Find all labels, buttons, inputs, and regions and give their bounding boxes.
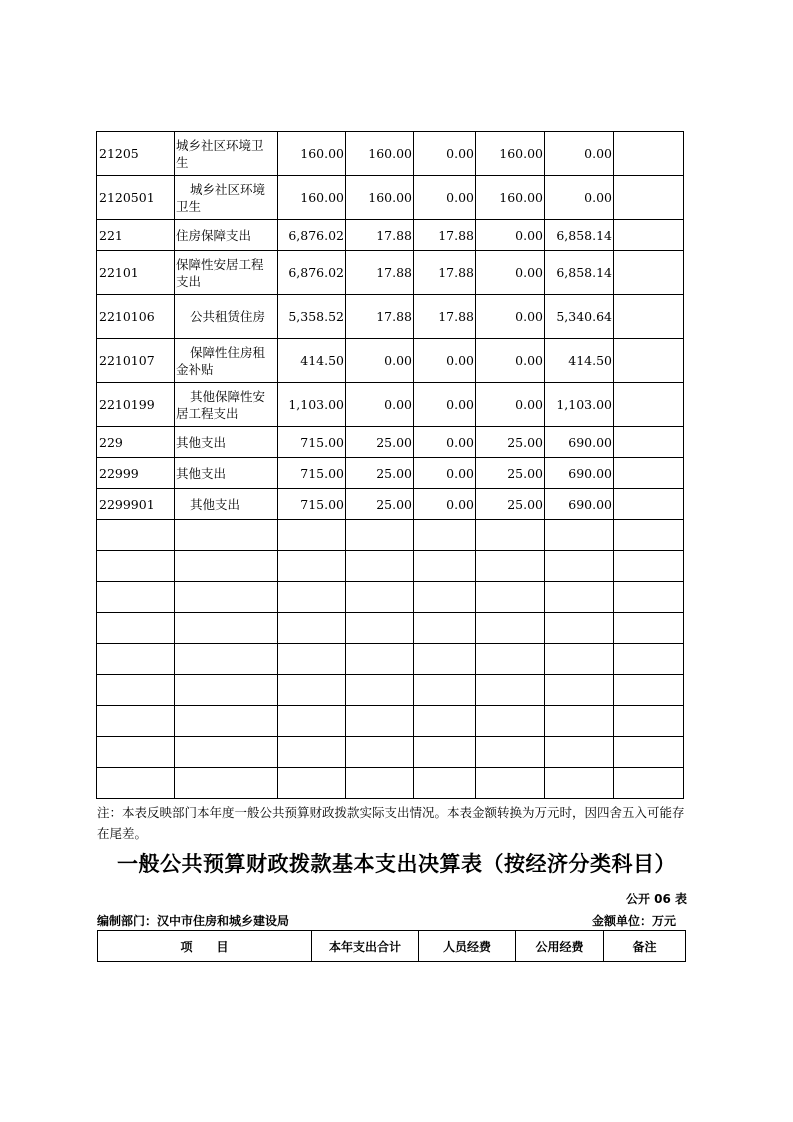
empty-cell — [278, 706, 346, 737]
empty-cell — [545, 737, 614, 768]
empty-row — [97, 768, 684, 799]
empty-cell — [476, 520, 545, 551]
empty-cell — [175, 706, 278, 737]
row-code: 229 — [97, 427, 175, 458]
empty-cell — [175, 551, 278, 582]
empty-row — [97, 520, 684, 551]
empty-cell — [614, 551, 684, 582]
empty-cell — [476, 675, 545, 706]
empty-cell — [97, 613, 175, 644]
empty-cell — [476, 644, 545, 675]
empty-cell — [346, 551, 414, 582]
empty-cell — [278, 768, 346, 799]
row-value: 690.00 — [545, 489, 614, 520]
row-value: 5,340.64 — [545, 295, 614, 339]
row-name-text: 城乡社区环境卫生 — [176, 137, 264, 170]
row-value: 0.00 — [414, 489, 476, 520]
row-name-text: 其他支出 — [176, 465, 227, 481]
empty-cell — [97, 520, 175, 551]
row-value: 715.00 — [278, 458, 346, 489]
row-value: 0.00 — [545, 132, 614, 176]
amount-unit: 金额单位：万元 — [591, 914, 676, 928]
row-value: 160.00 — [278, 176, 346, 220]
empty-cell — [175, 737, 278, 768]
table-row — [97, 383, 684, 427]
row-name-text: 住房保障支出 — [176, 227, 252, 243]
empty-cell — [97, 737, 175, 768]
row-value: 17.88 — [414, 220, 476, 251]
empty-cell — [614, 706, 684, 737]
empty-cell — [97, 551, 175, 582]
empty-cell — [97, 675, 175, 706]
empty-cell — [278, 582, 346, 613]
row-value: 0.00 — [476, 339, 545, 383]
table-row — [97, 427, 684, 458]
empty-row — [97, 644, 684, 675]
row-name — [175, 339, 278, 383]
empty-cell — [414, 520, 476, 551]
row-value: 0.00 — [346, 339, 414, 383]
header-public: 公用经费 — [516, 931, 604, 962]
empty-cell — [278, 737, 346, 768]
empty-cell — [346, 675, 414, 706]
header-remark: 备注 — [604, 931, 686, 962]
row-value: 414.50 — [545, 339, 614, 383]
row-value: 25.00 — [476, 458, 545, 489]
empty-cell — [614, 613, 684, 644]
empty-cell — [476, 582, 545, 613]
empty-cell — [97, 706, 175, 737]
row-value: 414.50 — [278, 339, 346, 383]
expenditure-table — [96, 131, 684, 799]
empty-cell — [414, 768, 476, 799]
table-row — [97, 339, 684, 383]
empty-cell — [414, 706, 476, 737]
row-value — [614, 489, 684, 520]
row-code: 2120501 — [97, 176, 175, 220]
empty-cell — [346, 768, 414, 799]
row-value: 160.00 — [476, 132, 545, 176]
table-number: 公开 06 表 — [625, 892, 687, 906]
row-code: 22101 — [97, 251, 175, 295]
row-value: 0.00 — [476, 251, 545, 295]
row-name — [175, 427, 278, 458]
empty-cell — [175, 613, 278, 644]
table-header-row — [98, 931, 686, 962]
row-code: 221 — [97, 220, 175, 251]
row-value: 160.00 — [476, 176, 545, 220]
empty-cell — [545, 582, 614, 613]
empty-cell — [346, 520, 414, 551]
row-name — [175, 295, 278, 339]
row-code: 2299901 — [97, 489, 175, 520]
row-name-text: 其他支出 — [176, 434, 227, 450]
row-name — [175, 176, 278, 220]
row-value — [614, 251, 684, 295]
row-name-text: 公共租赁住房 — [190, 309, 266, 324]
empty-cell — [545, 644, 614, 675]
empty-cell — [414, 737, 476, 768]
row-code: 22999 — [97, 458, 175, 489]
empty-cell — [414, 675, 476, 706]
empty-cell — [278, 551, 346, 582]
row-value: 0.00 — [414, 132, 476, 176]
empty-cell — [346, 582, 414, 613]
row-value: 0.00 — [476, 220, 545, 251]
header-item: 项 目 — [98, 931, 312, 962]
row-value: 1,103.00 — [545, 383, 614, 427]
empty-cell — [97, 582, 175, 613]
row-value: 715.00 — [278, 427, 346, 458]
empty-cell — [545, 675, 614, 706]
table-row — [97, 132, 684, 176]
empty-cell — [278, 675, 346, 706]
empty-cell — [414, 613, 476, 644]
row-value — [614, 427, 684, 458]
empty-cell — [476, 737, 545, 768]
empty-cell — [346, 737, 414, 768]
compiling-department: 编制部门：汉中市住房和城乡建设局 — [97, 914, 290, 928]
table-note: 注：本表反映部门本年度一般公共预算财政拨款实际支出情况。本表金额转换为万元时，因四舍五入可能存在尾差。 — [97, 805, 685, 841]
empty-cell — [545, 520, 614, 551]
empty-cell — [545, 613, 614, 644]
row-value — [614, 132, 684, 176]
empty-cell — [414, 582, 476, 613]
empty-row — [97, 706, 684, 737]
row-name — [175, 220, 278, 251]
section-title: 一般公共预算财政拨款基本支出决算表（按经济分类科目） — [117, 852, 676, 876]
row-name — [175, 458, 278, 489]
empty-cell — [614, 675, 684, 706]
row-value: 160.00 — [278, 132, 346, 176]
table-row — [97, 251, 684, 295]
row-value: 17.88 — [346, 251, 414, 295]
row-name — [175, 251, 278, 295]
empty-cell — [545, 768, 614, 799]
row-name-text: 其他保障性安居工程支出 — [176, 388, 266, 421]
table-row — [97, 489, 684, 520]
empty-cell — [346, 706, 414, 737]
row-name — [175, 489, 278, 520]
empty-cell — [545, 551, 614, 582]
row-name-text: 保障性安居工程支出 — [176, 256, 264, 289]
row-value: 0.00 — [346, 383, 414, 427]
empty-cell — [414, 644, 476, 675]
empty-cell — [175, 520, 278, 551]
empty-cell — [476, 706, 545, 737]
row-value: 0.00 — [414, 458, 476, 489]
row-value: 5,358.52 — [278, 295, 346, 339]
row-value: 0.00 — [414, 339, 476, 383]
empty-cell — [175, 644, 278, 675]
empty-cell — [476, 613, 545, 644]
empty-cell — [278, 520, 346, 551]
row-value: 0.00 — [545, 176, 614, 220]
table-row — [97, 176, 684, 220]
empty-cell — [278, 644, 346, 675]
empty-cell — [476, 551, 545, 582]
row-value: 6,858.14 — [545, 220, 614, 251]
empty-cell — [614, 520, 684, 551]
row-value: 0.00 — [414, 383, 476, 427]
empty-cell — [614, 644, 684, 675]
empty-row — [97, 582, 684, 613]
row-value: 690.00 — [545, 458, 614, 489]
row-value: 0.00 — [476, 295, 545, 339]
row-value: 25.00 — [346, 458, 414, 489]
empty-cell — [346, 613, 414, 644]
row-name-text: 保障性住房租金补贴 — [176, 344, 266, 377]
row-code: 2210106 — [97, 295, 175, 339]
row-name — [175, 132, 278, 176]
table-row — [97, 458, 684, 489]
table-row — [97, 220, 684, 251]
row-code: 2210199 — [97, 383, 175, 427]
empty-cell — [175, 768, 278, 799]
row-value: 6,876.02 — [278, 220, 346, 251]
row-code: 2210107 — [97, 339, 175, 383]
row-value: 25.00 — [476, 489, 545, 520]
row-code: 21205 — [97, 132, 175, 176]
empty-cell — [97, 644, 175, 675]
row-value: 160.00 — [346, 176, 414, 220]
row-value: 25.00 — [476, 427, 545, 458]
empty-cell — [346, 644, 414, 675]
row-value — [614, 339, 684, 383]
row-value: 17.88 — [346, 295, 414, 339]
row-value: 6,876.02 — [278, 251, 346, 295]
empty-row — [97, 737, 684, 768]
empty-cell — [476, 768, 545, 799]
row-value: 17.88 — [414, 251, 476, 295]
table-row — [97, 295, 684, 339]
row-value: 25.00 — [346, 489, 414, 520]
row-value: 17.88 — [346, 220, 414, 251]
empty-cell — [278, 613, 346, 644]
row-name — [175, 383, 278, 427]
economic-classification-table — [97, 930, 686, 962]
empty-cell — [545, 706, 614, 737]
empty-cell — [614, 582, 684, 613]
row-value: 6,858.14 — [545, 251, 614, 295]
row-value: 0.00 — [414, 427, 476, 458]
empty-cell — [614, 768, 684, 799]
empty-row — [97, 551, 684, 582]
empty-cell — [97, 768, 175, 799]
row-value: 0.00 — [414, 176, 476, 220]
row-value: 715.00 — [278, 489, 346, 520]
row-value: 25.00 — [346, 427, 414, 458]
empty-row — [97, 675, 684, 706]
empty-cell — [414, 551, 476, 582]
header-personnel: 人员经费 — [419, 931, 516, 962]
row-value — [614, 220, 684, 251]
row-value: 17.88 — [414, 295, 476, 339]
row-name-text: 城乡社区环境卫生 — [176, 181, 266, 214]
row-value: 160.00 — [346, 132, 414, 176]
row-name-text: 其他支出 — [190, 496, 241, 512]
empty-cell — [175, 582, 278, 613]
row-value — [614, 458, 684, 489]
row-value — [614, 295, 684, 339]
empty-cell — [614, 737, 684, 768]
empty-cell — [175, 675, 278, 706]
row-value — [614, 383, 684, 427]
row-value: 0.00 — [476, 383, 545, 427]
row-value: 1,103.00 — [278, 383, 346, 427]
header-total: 本年支出合计 — [312, 931, 419, 962]
empty-row — [97, 613, 684, 644]
row-value: 690.00 — [545, 427, 614, 458]
row-value — [614, 176, 684, 220]
